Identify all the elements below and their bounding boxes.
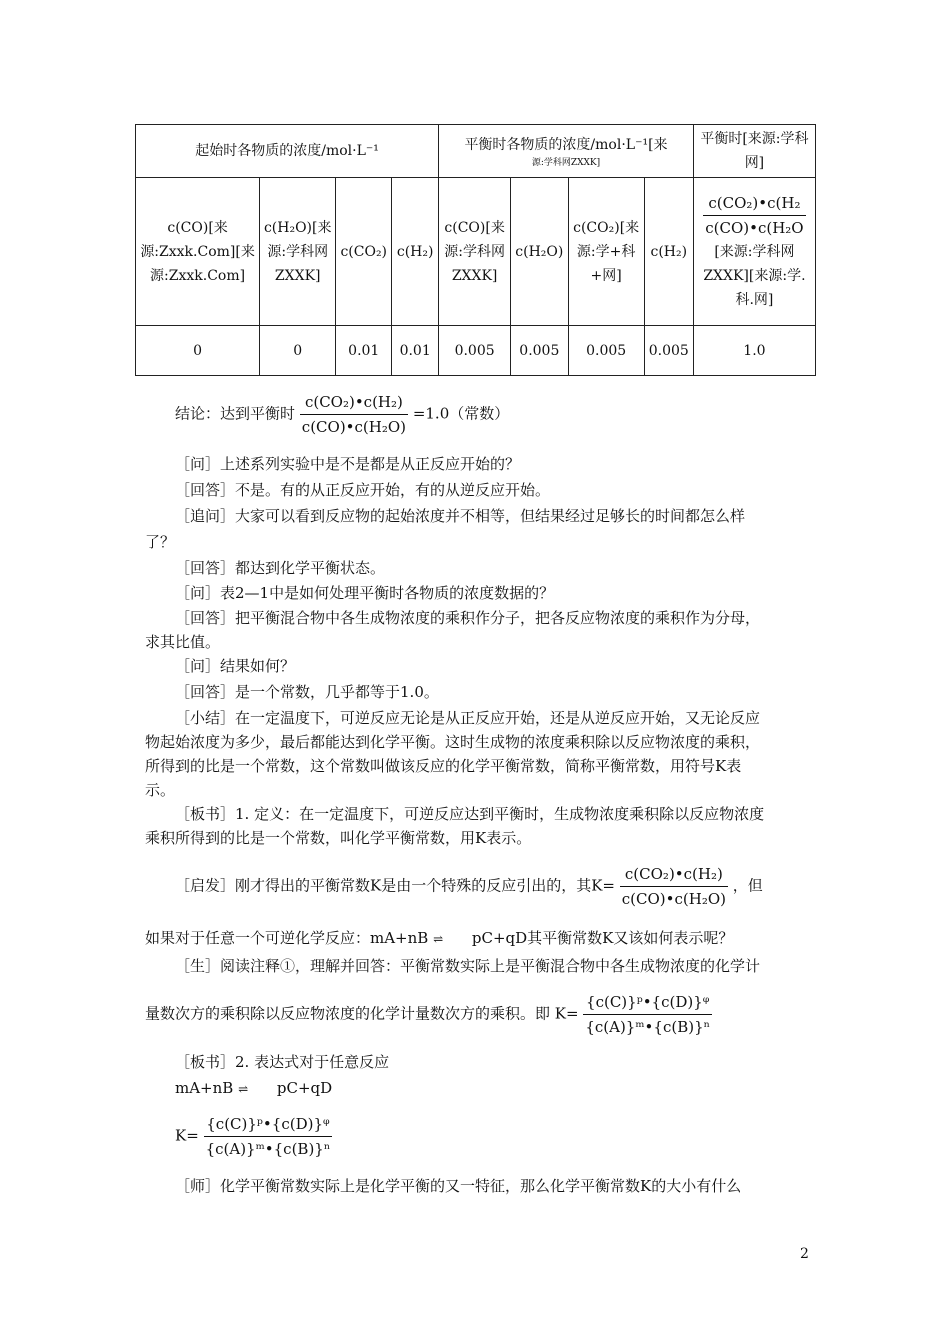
- para: 求其比值。: [145, 633, 221, 651]
- para-k-definition: ［启发］刚才得出的平衡常数K是由一个特殊的反应引出的，其K= $\frac{\text{c(CO₂)•c(H₂)}}{\text{c(CO)•c(H₂O)}}$ ，但: [175, 862, 763, 911]
- para: ［回答］是一个常数，几乎都等于1.0。: [175, 683, 439, 701]
- para: 所得到的比是一个常数，这个常数叫做该反应的化学平衡常数，简称平衡常数，用符号K表: [145, 757, 742, 775]
- conclusion: 结论：达到平衡时 $\frac{\text{c(CO₂)•c(H₂)}}{\text{c(CO)•c(H₂O)}}$ =1.0（常数）: [175, 390, 509, 439]
- reaction-line: mA+nB ⇌ pC+qD: [175, 1076, 332, 1101]
- header-eq: 平衡时各物质的浓度/mol·L⁻¹[来 源:学科网ZXXK]: [439, 125, 694, 178]
- cell: 0.01: [336, 326, 392, 376]
- para: 了？: [145, 533, 176, 551]
- col-eq-h2: c(H₂): [644, 178, 693, 326]
- col-c-co2: c(CO₂): [336, 178, 392, 326]
- cell: 1.0: [693, 326, 815, 376]
- col-c-h2o: c(H₂O)[来源:学科网ZXXK]: [260, 178, 336, 326]
- para-k-general: 量数次方的乘积除以反应物浓度的化学计量数次方的乘积。即 K= $\frac{\text{\{c(C)\}ᵖ•\{c(D)\}ᵠ}}{\text{\{c(A)\}ᵐ•\{c(B)\}ⁿ}}$: [145, 990, 712, 1039]
- table-row: [136, 326, 816, 376]
- para: ［追问］大家可以看到反应物的起始浓度并不相等，但结果经过足够长的时间都怎么样: [175, 507, 746, 525]
- para: ［回答］都达到化学平衡状态。: [175, 559, 386, 577]
- para: ［师］化学平衡常数实际上是化学平衡的又一特征，那么化学平衡常数K的大小有什么: [175, 1177, 742, 1195]
- equilibrium-arrow-icon: ⇌: [238, 1082, 247, 1096]
- col-eq-co2: c(CO₂)[来源:学+科+网]: [568, 178, 644, 326]
- header-start: 起始时各物质的浓度/mol·L⁻¹: [136, 125, 439, 178]
- para: ［问］表2—1中是如何处理平衡时各物质的浓度数据的？: [175, 584, 555, 602]
- col-c-co: c(CO)[来源:Zxxk.Com][来源:Zxxk.Com]: [136, 178, 260, 326]
- para: ［小结］在一定温度下，可逆反应无论是从正反应开始，还是从逆反应开始，又无论反应: [175, 709, 761, 727]
- para: ［生］阅读注释①，理解并回答：平衡常数实际上是平衡混合物中各生成物浓度的化学计: [175, 957, 761, 975]
- cell: 0: [260, 326, 336, 376]
- cell: 0.005: [568, 326, 644, 376]
- para: ［回答］把平衡混合物中各生成物浓度的乘积作分子，把各反应物浓度的乘积作为分母，: [175, 609, 761, 627]
- para: ［问］上述系列实验中是不是都是从正反应开始的？: [175, 455, 521, 473]
- para: 示。: [145, 781, 176, 799]
- data-table: [135, 124, 816, 376]
- col-c-h2: c(H₂): [392, 178, 439, 326]
- para: 物起始浓度为多少，最后都能达到化学平衡。这时生成物的浓度乘积除以反应物浓度的乘积，: [145, 733, 761, 751]
- k-fraction: $\frac{\text{c(CO₂)•c(H₂}}{\text{c(CO)•c(H₂O}}$: [703, 191, 805, 240]
- cell: 0.01: [392, 326, 439, 376]
- col-eq-h2o: c(H₂O): [511, 178, 568, 326]
- para: ［问］结果如何？: [175, 657, 296, 675]
- page-number: 2: [800, 1246, 809, 1262]
- cell: 0.005: [439, 326, 511, 376]
- cell: 0.005: [644, 326, 693, 376]
- cell: 0.005: [511, 326, 568, 376]
- cell: 0: [136, 326, 260, 376]
- k-expression: K= $\frac{\text{\{c(C)\}ᵖ•\{c(D)\}ᵠ}}{\text{\{c(A)\}ᵐ•\{c(B)\}ⁿ}}$: [175, 1112, 332, 1161]
- para: 乘积所得到的比是一个常数，叫化学平衡常数，用K表示。: [145, 829, 532, 847]
- col-eq-co: c(CO)[来源:学科网ZXXK]: [439, 178, 511, 326]
- para: ［板书］1. 定义：在一定温度下，可逆反应达到平衡时，生成物浓度乘积除以反应物浓度: [175, 805, 765, 823]
- header-k: 平衡时[来源:学科网]: [693, 125, 815, 178]
- equilibrium-arrow-icon: ⇌: [433, 932, 442, 946]
- col-k: $\frac{\text{c(CO₂)•c(H₂}}{\text{c(CO)•c(H₂O}}$ [来源:学科网ZXXK][来源:学.科.网]: [693, 178, 815, 326]
- para: ［板书］2. 表达式对于任意反应: [175, 1053, 390, 1071]
- para-general-reaction: 如果对于任意一个可逆化学反应：mA+nB ⇌ pC+qD其平衡常数K又该如何表示呢？: [145, 926, 733, 951]
- para: ［回答］不是。有的从正反应开始，有的从逆反应开始。: [175, 481, 551, 499]
